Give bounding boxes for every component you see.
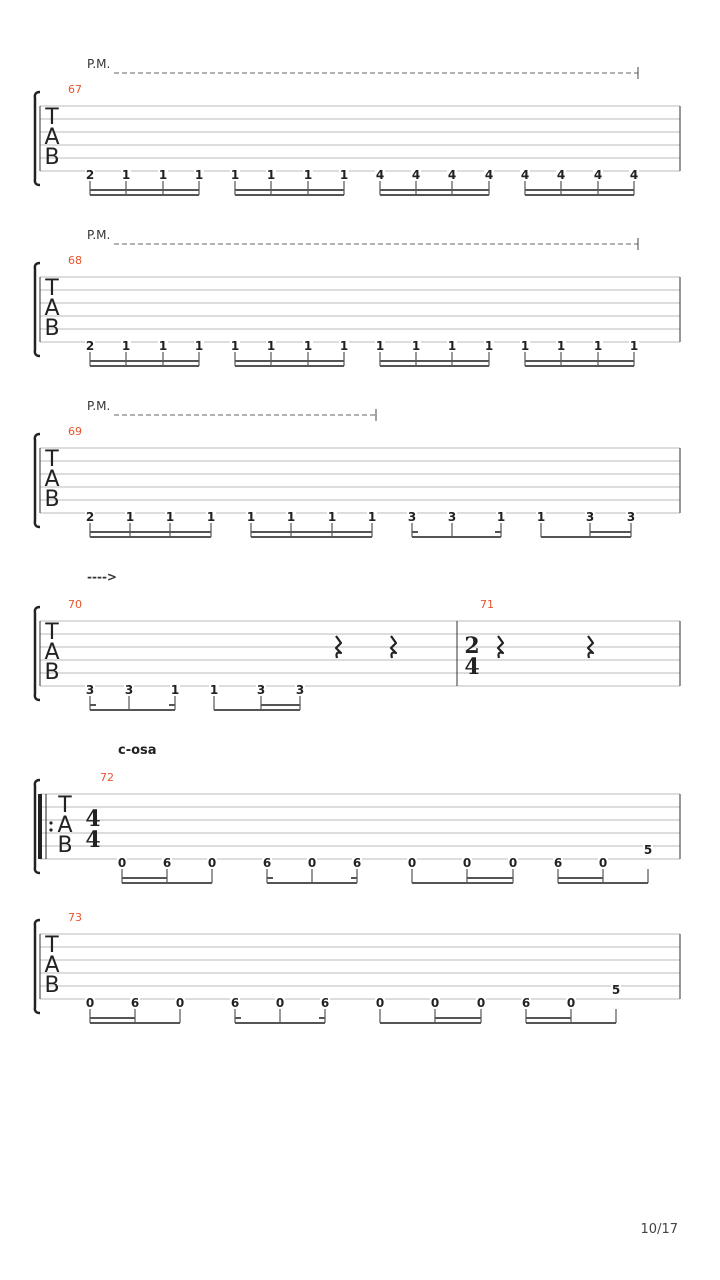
fret-number: 1 xyxy=(447,339,457,353)
page-number: 10/17 xyxy=(640,1222,678,1237)
fret-number: 4 xyxy=(484,168,494,182)
fret-number: 1 xyxy=(125,510,135,524)
fret-number: 6 xyxy=(352,856,362,870)
fret-number: 3 xyxy=(124,683,134,697)
fret-number: 1 xyxy=(303,339,313,353)
system-bracket xyxy=(35,434,40,527)
fret-number: 4 xyxy=(593,168,603,182)
measure-number: 68 xyxy=(68,254,82,267)
fret-number: 1 xyxy=(121,339,131,353)
fret-number: 1 xyxy=(158,168,168,182)
fret-number: 1 xyxy=(246,510,256,524)
fret-number: 6 xyxy=(320,996,330,1010)
fret-number: 6 xyxy=(162,856,172,870)
fret-number: 0 xyxy=(175,996,185,1010)
fret-number: 3 xyxy=(585,510,595,524)
system-bracket xyxy=(35,920,40,1013)
fret-number: 6 xyxy=(521,996,531,1010)
tab-clef-letter: T xyxy=(58,793,72,818)
fret-number: 0 xyxy=(275,996,285,1010)
fret-number: 4 xyxy=(556,168,566,182)
fret-number: 1 xyxy=(484,339,494,353)
fret-number: 1 xyxy=(375,339,385,353)
measure-number: 72 xyxy=(100,771,114,784)
fret-number: 0 xyxy=(462,856,472,870)
tab-clef-letter: A xyxy=(44,640,60,665)
tab-clef-letter: T xyxy=(45,620,59,645)
fret-number: 5 xyxy=(643,843,653,857)
time-signature-bottom: 4 xyxy=(85,827,101,853)
fret-number: 0 xyxy=(508,856,518,870)
fret-number: 3 xyxy=(295,683,305,697)
fret-number: 1 xyxy=(629,339,639,353)
repeat-dot xyxy=(49,821,52,824)
fret-number: 1 xyxy=(339,339,349,353)
fret-number: 1 xyxy=(496,510,506,524)
fret-number: 3 xyxy=(626,510,636,524)
tab-clef-letter: T xyxy=(45,447,59,472)
fret-number: 3 xyxy=(447,510,457,524)
tab-clef-letter: A xyxy=(44,953,60,978)
measure-number: 67 xyxy=(68,83,82,96)
fret-number: 1 xyxy=(165,510,175,524)
time-signature-bottom: 4 xyxy=(464,654,480,680)
measure-number: 73 xyxy=(68,911,82,924)
tab-clef-letter: A xyxy=(44,125,60,150)
tab-clef-letter: B xyxy=(44,316,60,341)
repeat-dot xyxy=(49,828,52,831)
fret-number: 1 xyxy=(411,339,421,353)
fret-number: 1 xyxy=(194,339,204,353)
fret-number: 1 xyxy=(230,339,240,353)
tab-clef-letter: A xyxy=(57,813,73,838)
system-bracket xyxy=(35,92,40,185)
tab-clef-letter: B xyxy=(57,833,73,858)
tab-clef-letter: B xyxy=(44,145,60,170)
fret-number: 4 xyxy=(520,168,530,182)
fret-number: 0 xyxy=(407,856,417,870)
fret-number: 3 xyxy=(407,510,417,524)
fret-number: 4 xyxy=(447,168,457,182)
fret-number: 4 xyxy=(411,168,421,182)
tab-clef-letter: B xyxy=(44,660,60,685)
system-bracket xyxy=(35,263,40,356)
fret-number: 4 xyxy=(629,168,639,182)
fret-number: 5 xyxy=(611,983,621,997)
measure-number: 70 xyxy=(68,598,82,611)
fret-number: 0 xyxy=(307,856,317,870)
fret-number: 1 xyxy=(266,339,276,353)
fret-number: 1 xyxy=(339,168,349,182)
fret-number: 0 xyxy=(476,996,486,1010)
fret-number: 6 xyxy=(130,996,140,1010)
fret-number: 4 xyxy=(375,168,385,182)
fret-number: 2 xyxy=(85,168,95,182)
fret-number: 1 xyxy=(593,339,603,353)
palm-mute-label: P.M. xyxy=(87,57,111,71)
fret-number: 1 xyxy=(206,510,216,524)
fret-number: 0 xyxy=(430,996,440,1010)
palm-mute-label: P.M. xyxy=(87,228,111,242)
tab-clef-letter: T xyxy=(45,105,59,130)
repeat-thick-bar xyxy=(38,794,42,859)
fret-number: 2 xyxy=(85,510,95,524)
fret-number: 0 xyxy=(375,996,385,1010)
tab-clef-letter: B xyxy=(44,487,60,512)
fret-number: 1 xyxy=(230,168,240,182)
fret-number: 1 xyxy=(556,339,566,353)
fret-number: 1 xyxy=(303,168,313,182)
palm-mute-label: P.M. xyxy=(87,399,111,413)
fret-number: 0 xyxy=(117,856,127,870)
fret-number: 1 xyxy=(170,683,180,697)
measure-number: 69 xyxy=(68,425,82,438)
fret-number: 6 xyxy=(230,996,240,1010)
tab-clef-letter: A xyxy=(44,467,60,492)
fret-number: 1 xyxy=(536,510,546,524)
time-signature-top: 4 xyxy=(85,806,101,832)
fret-number: 1 xyxy=(121,168,131,182)
fret-number: 1 xyxy=(266,168,276,182)
tab-clef-letter: A xyxy=(44,296,60,321)
fret-number: 3 xyxy=(256,683,266,697)
system-bracket xyxy=(35,607,40,700)
fret-number: 0 xyxy=(566,996,576,1010)
fret-number: 6 xyxy=(553,856,563,870)
tab-clef-letter: B xyxy=(44,973,60,998)
fret-number: 1 xyxy=(286,510,296,524)
fret-number: 0 xyxy=(598,856,608,870)
fret-number: 0 xyxy=(207,856,217,870)
fret-number: 3 xyxy=(85,683,95,697)
fret-number: 1 xyxy=(367,510,377,524)
fret-number: 1 xyxy=(520,339,530,353)
measure-number: 71 xyxy=(480,598,494,611)
fret-number: 1 xyxy=(209,683,219,697)
arrow-marking: ----> xyxy=(87,570,117,584)
fret-number: 1 xyxy=(327,510,337,524)
fret-number: 0 xyxy=(85,996,95,1010)
fret-number: 6 xyxy=(262,856,272,870)
time-signature-top: 2 xyxy=(464,633,480,659)
tab-clef-letter: T xyxy=(45,933,59,958)
section-label: c-osa xyxy=(118,743,157,758)
fret-number: 1 xyxy=(194,168,204,182)
tab-clef-letter: T xyxy=(45,276,59,301)
fret-number: 1 xyxy=(158,339,168,353)
fret-number: 2 xyxy=(85,339,95,353)
